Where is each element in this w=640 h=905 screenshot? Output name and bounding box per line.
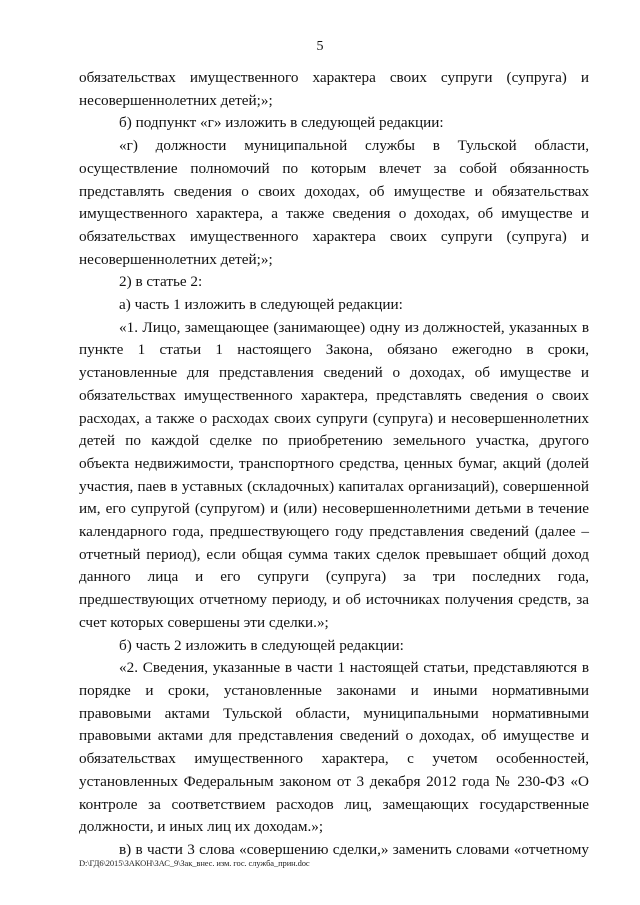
paragraph-4: 2) в статье 2: [119,273,203,291]
document-body [79,67,589,862]
page-number: 5 [316,39,324,54]
paragraph-3: «г) должности муниципальной службы в Тульской области, осуществление полномочий по которым влечет за собой обязанность представлять сведения о своих доходах, об имуществе и обязательствах имущественного характера, а также сведения о доходах, об имуществе и обязательствах имущественного характера своих супруги (супруга) и несовершеннолетних детей;»; [79,137,589,268]
paragraph-8: «2. Сведения, указанные в части 1 настоящей статьи, представляются в порядке и сроки, установленные законами и иными нормативными правовыми актами Тульской области, муниципальными нормативными правовыми актами для представления сведений о доходах, об имуществе и обязательствах имущественного характера, с учетом особенностей, установленных Федеральным законом от 3 декабря 2012 года № 230-ФЗ «О контроле за соответствием расходов лиц, замещающих государственные должности, и иных лиц их доходам.»; [79,659,589,836]
paragraph-6: «1. Лицо, замещающее (занимающее) одну из должностей, указанных в пункте 1 статьи 1 настоящего Закона, обязано ежегодно в сроки, установленные для представления сведений о доходах, об имуществе и обязательствах имущественного характера, представлять сведения о своих расходах, а также о расходах своих супруги (супруга) и несовершеннолетних детей по каждой сделке по приобретению земельного участка, другого объекта недвижимости, транспортного средства, ценных бумаг, акций (долей участия, паев в уставных (складочных) капиталах организаций), совершенной им, его супругой (супругом) и (или) несовершеннолетними детьми в течение календарного года, предшествующего году представления сведений (далее – отчетный период), если общая сумма таких сделок превышает общий доход данного лица и его супруги (супруга) за три последних года, предшествующих отчетному периоду, и об источниках получения средств, за счет которых совершены эти сделки.»; [79,318,589,631]
paragraph-7: б) часть 2 изложить в следующей редакции: [119,636,404,654]
paragraph-1: обязательствах имущественного характера своих супруги (супруга) и несовершеннолетних детей;»; [79,69,589,109]
paragraph-9: в) в части 3 слова «совершению сделки,» заменить словами «отчетному [119,840,589,858]
paragraph-5: а) часть 1 изложить в следующей редакции: [119,296,403,314]
paragraph-2: б) подпункт «г» изложить в следующей редакции: [119,114,444,132]
footer-file-path: D:\ГД6\2015\ЗАКОН\ЗАС_9\Зак_внес. изм. гос. служба_прин.doc [79,858,310,868]
